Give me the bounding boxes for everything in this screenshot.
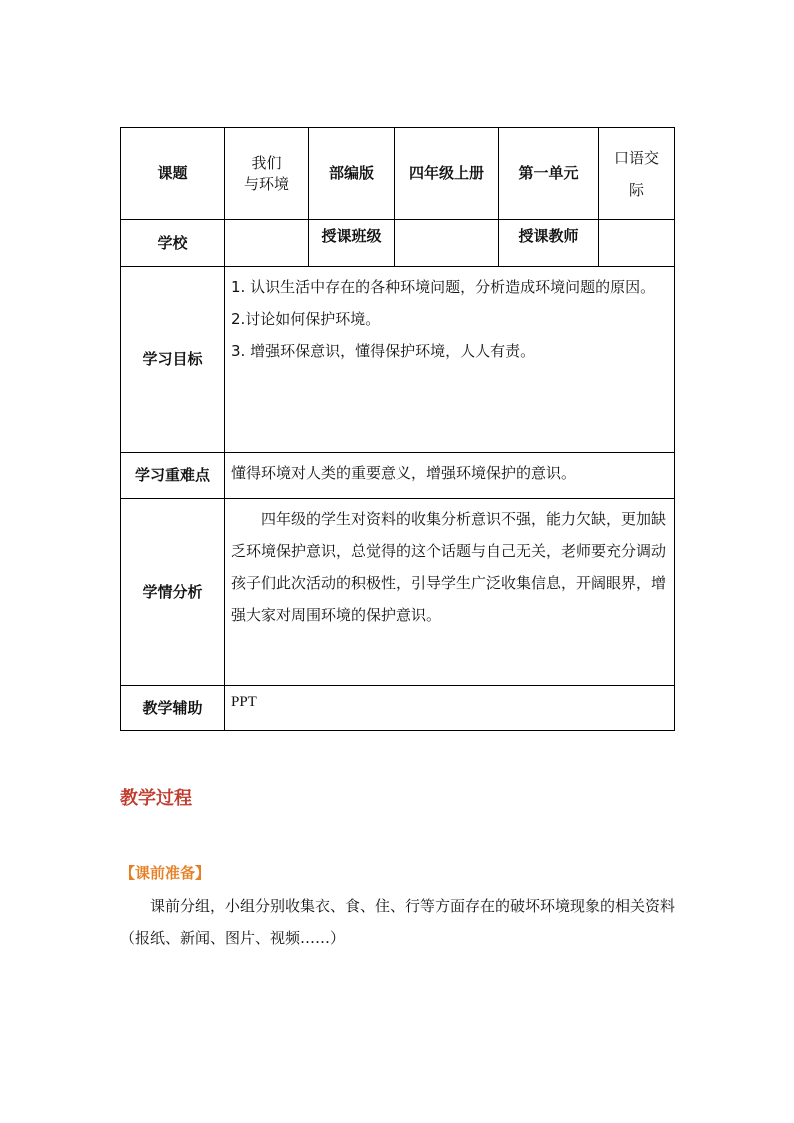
topic-title-line2: 与环境: [243, 174, 289, 193]
class-value: [395, 220, 499, 267]
key-points-label: 学习重难点: [121, 453, 225, 499]
class-label: 授课班级: [309, 220, 395, 267]
lesson-plan-table: [120, 127, 675, 731]
school-value: [225, 220, 309, 267]
row-goals: [121, 267, 675, 453]
analysis-label: 学情分析: [121, 499, 225, 686]
goals-content: [225, 267, 675, 453]
analysis-text: 四年级的学生对资料的收集分析意识不强，能力欠缺，更加缺乏环境保护意识，总觉得的这个话题与自己无关，老师要充分调动孩子们此次活动的积极性，引导学生广泛收集信息，开阔眼界，增强大家对周围环境的保护意识。: [231, 510, 667, 624]
school-label: 学校: [121, 220, 225, 267]
topic-label: 课题: [121, 128, 225, 220]
topic-title-line1: 我们: [251, 154, 282, 173]
unit-cell: 第一单元: [499, 128, 599, 220]
prep-heading: 【课前准备】: [120, 864, 211, 882]
row-aids: [121, 686, 675, 731]
teacher-value: [599, 220, 675, 267]
prep-text: 课前分组，小组分别收集衣、食、住、行等方面存在的破坏环境现象的相关资料（报纸、新闻、图片、视频……）: [120, 897, 676, 947]
lesson-type-cell: [599, 128, 675, 220]
teacher-label: 授课教师: [499, 220, 599, 267]
row-school: [121, 220, 675, 267]
goals-label: 学习目标: [121, 267, 225, 453]
lesson-type-line2: 际: [628, 181, 644, 199]
aids-content: PPT: [225, 686, 675, 731]
row-key-points: [121, 453, 675, 499]
row-analysis: [121, 499, 675, 686]
goal-item: 1. 认识生活中存在的各种环境问题，分析造成环境问题的原因。: [231, 278, 656, 296]
section-title-teaching-process: 教学过程: [120, 788, 192, 809]
row-topic: [121, 128, 675, 220]
lesson-type-line1: 口语交: [613, 149, 659, 167]
key-points-content: 懂得环境对人类的重要意义，增强环境保护的意识。: [225, 453, 675, 499]
goal-item: 3. 增强环保意识，懂得保护环境，人人有责。: [231, 342, 536, 360]
grade-cell: 四年级上册: [395, 128, 499, 220]
edition-cell: 部编版: [309, 128, 395, 220]
aids-label: 教学辅助: [121, 686, 225, 731]
analysis-content: [225, 499, 675, 686]
goal-item: 2.讨论如何保护环境。: [231, 310, 381, 328]
topic-title: [225, 128, 309, 220]
prep-paragraph: [120, 890, 676, 954]
